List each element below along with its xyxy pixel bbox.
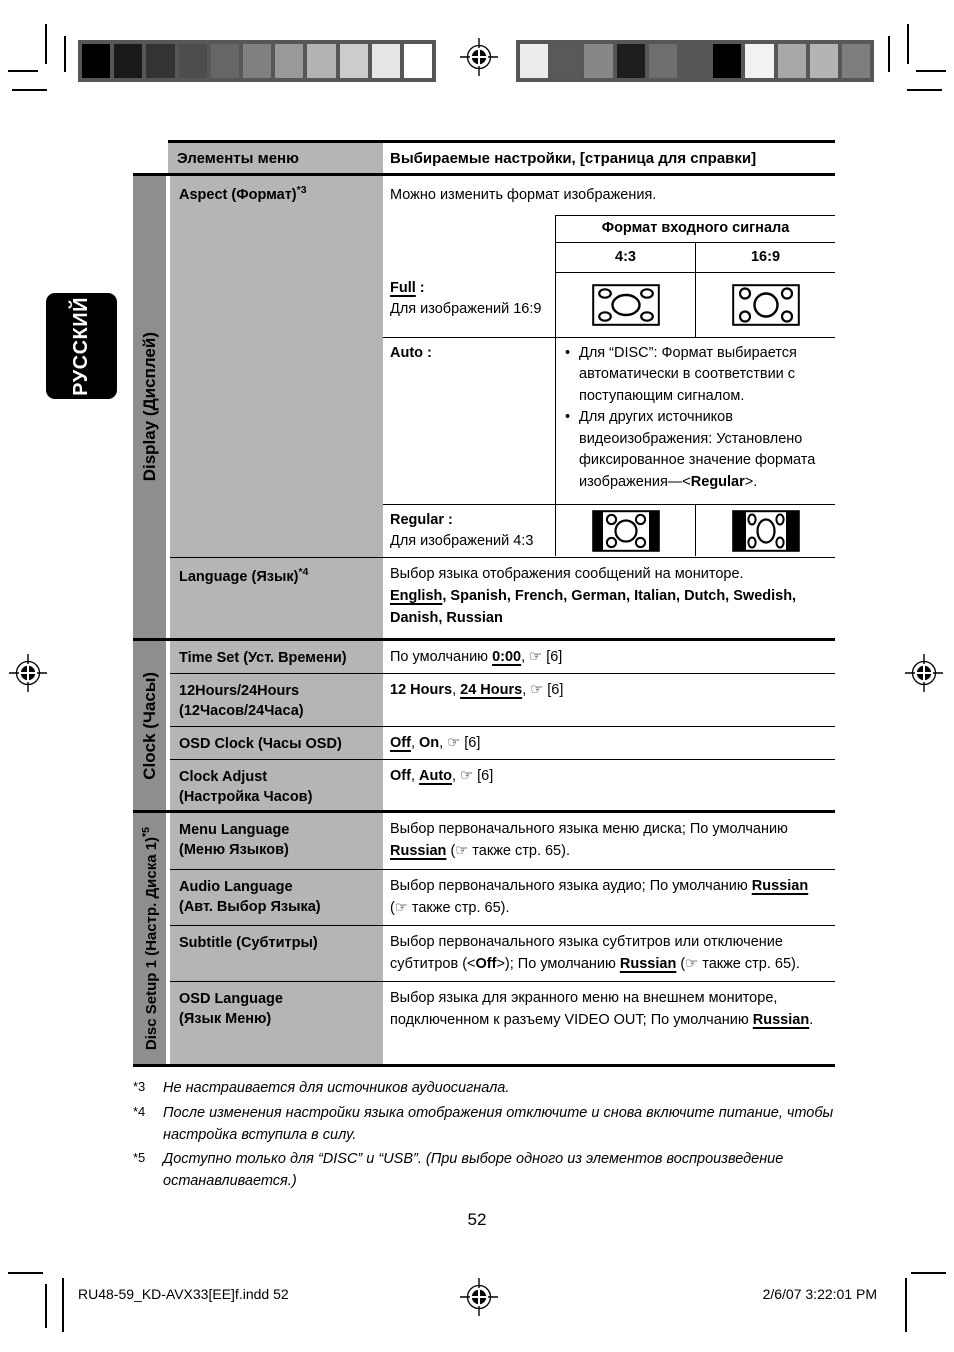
value-osd-clock: Off, On, ☞ [6]	[390, 735, 481, 751]
option-auto: Auto :	[383, 338, 555, 505]
color-swatch	[617, 44, 645, 78]
signal-col-4-3: 4:3	[555, 243, 695, 273]
color-swatch	[82, 44, 110, 78]
footnote-ref-3: *3	[296, 184, 307, 196]
calibration-bar-left	[78, 40, 436, 82]
row-language	[170, 558, 835, 638]
table-header-spacer	[133, 140, 168, 173]
color-swatch	[552, 44, 580, 78]
menu-item-hours-mode: 12Hours/24Hours (12Часов/24Часа)	[170, 674, 383, 726]
value-audio-language: Выбор первоначального языка аудио; По умолчанию Russian (☞ также стр. 65).	[390, 878, 809, 916]
color-swatch	[404, 44, 432, 78]
color-swatch	[146, 44, 174, 78]
color-swatch	[842, 44, 870, 78]
color-swatch	[372, 44, 400, 78]
option-full: Full : Для изображений 16:9	[383, 273, 555, 338]
row-hours-mode	[170, 674, 835, 727]
color-swatch	[243, 44, 271, 78]
color-swatch	[778, 44, 806, 78]
signal-table-header: Формат входного сигнала	[555, 215, 835, 243]
table-header-row	[133, 140, 835, 176]
row-aspect	[170, 176, 835, 558]
row-audio-language	[170, 870, 835, 926]
footnote-ref-5: *5	[139, 826, 152, 837]
regular-16-9-icon	[732, 510, 800, 552]
aspect-image-full-16-9	[695, 273, 835, 338]
color-swatch	[810, 44, 838, 78]
signal-format-table	[383, 215, 835, 556]
menu-item-osd-language: OSD Language (Язык Меню)	[170, 982, 383, 1064]
registration-mark-left-icon	[9, 654, 47, 692]
aspect-image-regular-4-3	[555, 505, 695, 556]
regular-4-3-icon	[592, 510, 660, 552]
language-tab	[46, 293, 117, 399]
section-disc-setup-stripe	[133, 813, 166, 1064]
color-swatch	[179, 44, 207, 78]
bullet-icon: •	[565, 409, 571, 426]
value-menu-language: Выбор первоначального языка меню диска; По умолчанию Russian (☞ также стр. 65).	[390, 821, 788, 859]
color-swatch	[307, 44, 335, 78]
value-subtitle: Выбор первоначального языка субтитров или отключение субтитров (<Off>); По умолчанию Russian (☞ также стр. 65).	[390, 934, 800, 972]
row-osd-language	[170, 982, 835, 1064]
row-osd-clock	[170, 727, 835, 760]
value-osd-language: Выбор языка для экранного меню на внешнем мониторе, подключенном к разъему VIDEO OUT; По умолчанию Russian.	[390, 990, 814, 1028]
page-number: 52	[467, 1210, 487, 1229]
footnote-ref-4: *4	[298, 566, 309, 578]
row-menu-language	[170, 813, 835, 870]
aspect-image-full-4-3	[555, 273, 695, 338]
footer-filename: RU48-59_KD-AVX33[EE]f.indd 52	[78, 1286, 289, 1302]
color-swatch	[745, 44, 773, 78]
registration-mark-top-icon	[460, 38, 498, 76]
aspect-image-regular-16-9	[695, 505, 835, 556]
color-swatch	[340, 44, 368, 78]
menu-item-clock-adjust: Clock Adjust (Настройка Часов)	[170, 760, 383, 810]
menu-item-audio-language: Audio Language (Авт. Выбор Языка)	[170, 870, 383, 925]
column-header-menu-items: Элементы меню	[168, 140, 383, 173]
value-language: Выбор языка отображения сообщений на мониторе. English, Spanish, French, German, Italian, Dutch, Swedish, Danish, Russian	[390, 566, 797, 626]
footnote-3: *3 Не настраивается для источников аудиосигнала.	[133, 1079, 510, 1096]
bullet-icon: •	[565, 345, 571, 361]
section-display-stripe	[133, 176, 166, 638]
calibration-bar-right	[516, 40, 874, 82]
section-display	[133, 176, 835, 641]
section-clock	[133, 641, 835, 813]
settings-table	[133, 140, 835, 1067]
menu-item-language: Language (Язык)$^{*4}$	[170, 558, 383, 638]
auto-description	[555, 338, 835, 505]
row-clock-adjust	[170, 760, 835, 810]
value-clock-adjust: Off, Auto, ☞ [6]	[390, 768, 494, 784]
value-time-set: По умолчанию 0:00, ☞ [6]	[390, 649, 563, 665]
registration-mark-right-icon	[905, 654, 943, 692]
footnotes	[133, 1078, 847, 1196]
section-disc-setup-label: Disc Setup 1 (Настр. Диска 1)$^{*5}$	[139, 826, 160, 1051]
option-regular: Regular : Для изображений 4:3	[390, 512, 534, 549]
bullet-item: • Для “DISC”: Формат выбирается автоматически в соответствии с поступающим сигналом.	[565, 343, 829, 407]
signal-col-16-9: 16:9	[695, 243, 835, 273]
row-time-set	[170, 641, 835, 674]
menu-item-osd-clock: OSD Clock (Часы OSD)	[170, 727, 383, 759]
color-swatch	[520, 44, 548, 78]
registration-mark-bottom-icon	[460, 1278, 498, 1316]
color-swatch	[275, 44, 303, 78]
section-disc-setup-1	[133, 813, 835, 1067]
footnote-5: *5 Доступно только для “DISC” и “USB”. (При выборе одного из элементов воспроизведение останавливается.)	[133, 1150, 784, 1189]
footnote-4: *4 После изменения настройки языка отображения отключите и снова включите питание, чтобы настройка вступила в силу.	[133, 1103, 834, 1143]
row-subtitle	[170, 926, 835, 982]
full-16-9-icon	[732, 284, 800, 326]
language-tab-label: РУССКИЙ	[70, 296, 92, 396]
value-aspect	[383, 176, 835, 557]
value-hours-mode: 12 Hours, 24 Hours, ☞ [6]	[390, 682, 564, 698]
menu-item-time-set: Time Set (Уст. Времени)	[170, 641, 383, 673]
section-clock-label: Clock (Часы)	[139, 671, 159, 780]
bullet-item: • Для других источников видеоизображения: Установлено фиксированное значение формата изображения—<Regular>.	[565, 407, 829, 493]
color-swatch	[713, 44, 741, 78]
column-header-settings: Выбираемые настройки, [страница для справки]	[383, 140, 835, 173]
menu-item-menu-language: Menu Language (Меню Языков)	[170, 813, 383, 869]
color-swatch	[211, 44, 239, 78]
color-swatch	[114, 44, 142, 78]
section-clock-stripe	[133, 641, 166, 810]
color-swatch	[681, 44, 709, 78]
menu-item-subtitle: Subtitle (Субтитры)	[170, 926, 383, 981]
aspect-description: Можно изменить формат изображения.	[390, 187, 657, 203]
menu-item-aspect: Aspect (Формат)$^{*3}$	[170, 176, 383, 557]
color-swatch	[649, 44, 677, 78]
section-display-label: Display (Дисплей)	[139, 332, 159, 482]
footer-timestamp: 2/6/07 3:22:01 PM	[762, 1286, 877, 1302]
color-swatch	[584, 44, 612, 78]
full-4-3-icon	[592, 284, 660, 326]
